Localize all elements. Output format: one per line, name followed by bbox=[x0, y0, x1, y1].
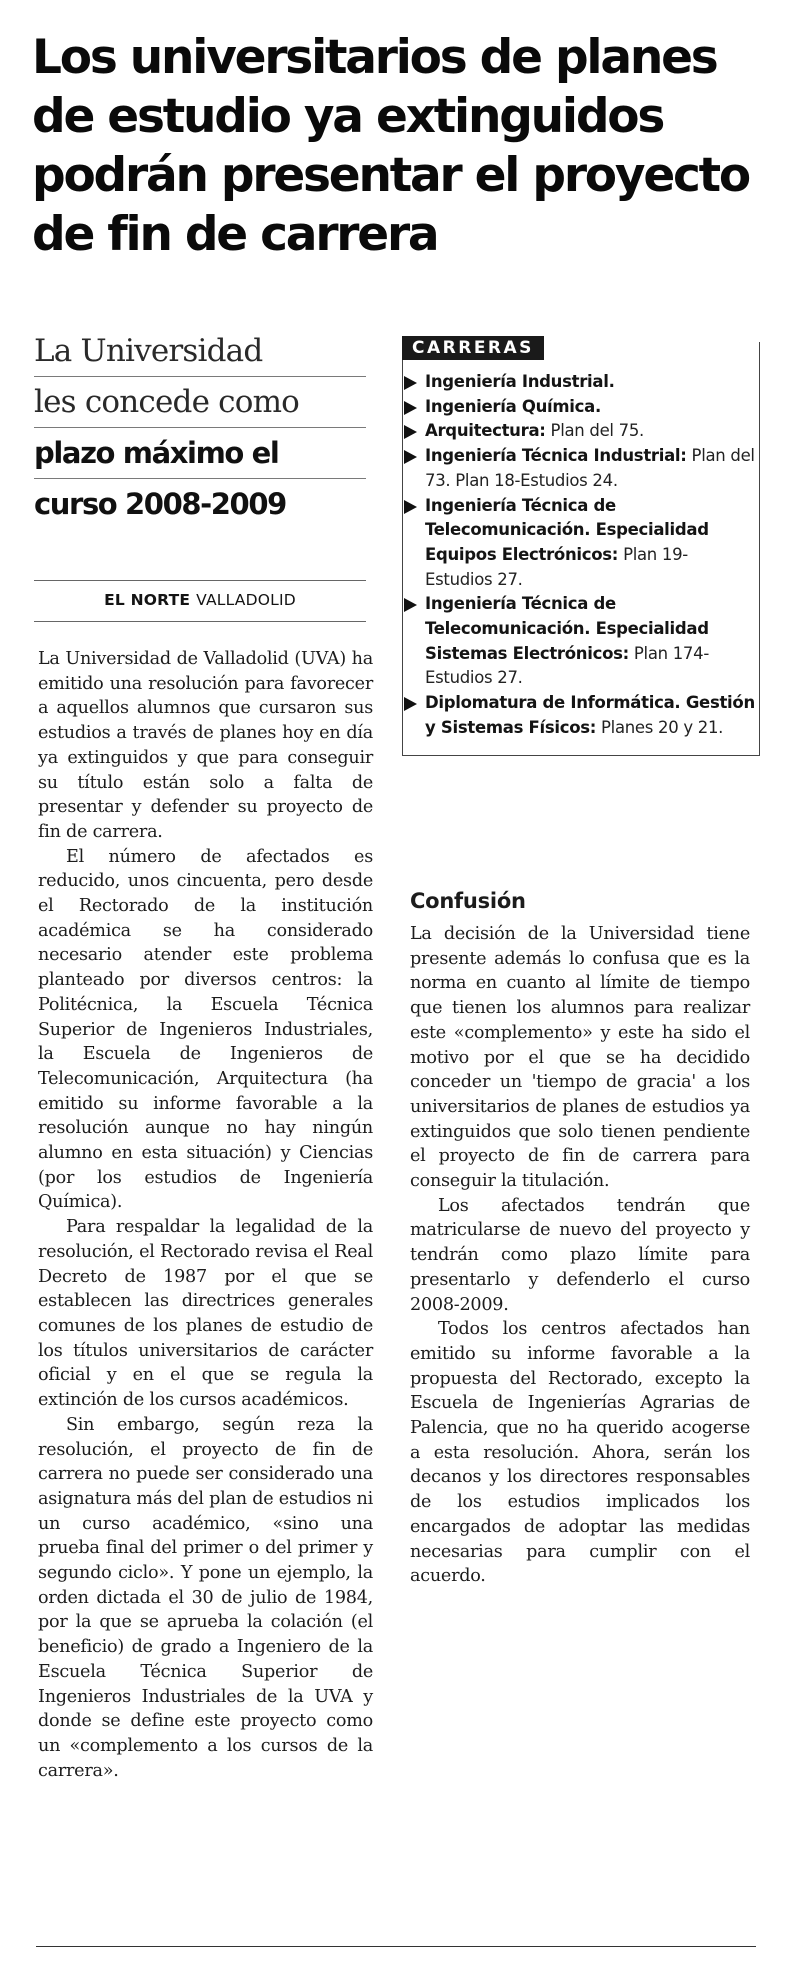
byline-source: EL NORTE bbox=[104, 591, 191, 609]
list-item bbox=[403, 494, 755, 593]
career-detail: Plan 19-Estudios 27. bbox=[425, 544, 688, 589]
body-paragraph-2: El número de afectados es reducido, unos cincuenta, pero desde el Rectorado de la institución académica se ha considerado necesario atender este problema planteado por diversos centros: la Politécnica, la Escuela Técnica Superior de Ingenieros Industriales, la Escuela de Ingenieros de Telecomunicación, Arquitectura (ha emitido su informe favorable a la resolución aunque no hay ningún alumno en esta situación) y Ciencias (por los estudios de Ingeniería Química). bbox=[38, 846, 373, 1213]
list-item bbox=[403, 370, 755, 395]
career-name: Ingeniería Química. bbox=[425, 396, 601, 416]
deck-line-3: plazo máximo el bbox=[34, 428, 366, 479]
careers-list bbox=[403, 342, 755, 741]
subhead-confusion: Confusión bbox=[410, 889, 526, 913]
list-item bbox=[403, 444, 755, 493]
list-item bbox=[403, 395, 755, 420]
career-name: Diplomatura de Informática. Gestión y Sistemas Físicos: bbox=[425, 693, 755, 737]
career-name: Ingeniería Técnica de Telecomunicación. Especialidad Sistemas Electrónicos: bbox=[425, 594, 709, 663]
career-detail: Plan 174-Estudios 27. bbox=[425, 643, 709, 688]
body-paragraph-6: Los afectados tendrán que matricularse de nuevo del proyecto y tendrán como plazo límite para presentarlo y defenderlo el curso 2008-2009. bbox=[410, 1195, 750, 1315]
careers-sidebar bbox=[402, 342, 760, 756]
body-paragraph-4: Sin embargo, según reza la resolución, el proyecto de fin de carrera no puede ser considerado una asignatura más del plan de estudios ni un curso académico, «sino una prueba final del primer o del primer y segundo ciclo». Y pone un ejemplo, la orden dictada el 30 de julio de 1984, por la que se aprueba la colación (el beneficio) de grado a Ingeniero de la Escuela Técnica Superior de Ingenieros Industriales de la UVA y donde se define este proyecto como un «complemento a los cursos de la carrera». bbox=[38, 1414, 373, 1781]
byline-location: VALLADOLID bbox=[196, 591, 296, 609]
arrow-bullet-icon bbox=[404, 376, 417, 390]
career-name: Ingeniería Industrial. bbox=[425, 372, 615, 391]
arrow-bullet-icon bbox=[404, 450, 417, 464]
body-paragraph-1: La Universidad de Valladolid (UVA) ha emitido una resolución para favorecer a aquellos alumnos que cursaron sus estudios a través de planes hoy en día ya extinguidos y que para conseguir su título están solo a falta de presentar y defender su proyecto de fin de carrera. bbox=[38, 649, 373, 842]
deck-line-2: les concede como bbox=[34, 377, 366, 428]
body-paragraph-5: La decisión de la Universidad tiene presente además lo confusa que es la norma en cuanto al límite de tiempo que tienen los alumnos para realizar este «complemento» y este ha sido el motivo por el que se ha decidido conceder un 'tiempo de gracia' a los universitarios de planes de estudios ya extinguidos que solo tienen pendiente el proyecto de fin de carrera para conseguir la titulación. bbox=[410, 924, 750, 1192]
deck-line-1: La Universidad bbox=[34, 326, 366, 377]
career-name: Arquitectura: bbox=[425, 421, 546, 441]
arrow-bullet-icon bbox=[404, 598, 417, 612]
career-detail: Plan del 75. bbox=[550, 421, 644, 441]
arrow-bullet-icon bbox=[404, 500, 417, 514]
career-detail: Planes 20 y 21. bbox=[601, 717, 724, 737]
arrow-bullet-icon bbox=[404, 697, 417, 711]
career-detail: Plan del 73. Plan 18-Estudios 24. bbox=[425, 446, 755, 490]
headline: Los universitarios de planes de estudio ya extinguidos podrán presentar el proyecto de fin de carrera bbox=[32, 30, 750, 262]
list-item bbox=[403, 419, 755, 444]
bottom-divider bbox=[36, 1946, 756, 1947]
deck-line-4: curso 2008-2009 bbox=[34, 487, 286, 521]
body-paragraph-7: Todos los centros afectados han emitido su informe favorable a la propuesta del Rectorado, excepto la Escuela de Ingenierías Agrarias de Palencia, que no ha querido acogerse a esta resolución. Ahora, serán los decanos y los directores responsables de los estudios implicados los encargados de adoptar las medidas necesarias para cumplir con el acuerdo. bbox=[410, 1319, 750, 1587]
byline bbox=[34, 580, 366, 622]
body-column-left bbox=[38, 647, 373, 1783]
list-item bbox=[403, 592, 755, 691]
arrow-bullet-icon bbox=[404, 401, 417, 415]
arrow-bullet-icon bbox=[404, 425, 417, 439]
sidebar-tag: CARRERAS bbox=[402, 336, 544, 360]
career-name: Ingeniería Técnica de Telecomunicación. Especialidad Equipos Electrónicos: bbox=[425, 495, 709, 564]
list-item bbox=[403, 691, 755, 740]
body-paragraph-3: Para respaldar la legalidad de la resolución, el Rectorado revisa el Real Decreto de 1987 por el que se establecen las directrices generales comunes de los planes de estudio de los títulos universitarios de carácter oficial y en el que se regula la extinción de los cursos académicos. bbox=[38, 1217, 373, 1411]
career-name: Ingeniería Técnica Industrial: bbox=[425, 446, 687, 466]
deck bbox=[34, 326, 366, 529]
body-column-right bbox=[410, 874, 750, 1589]
